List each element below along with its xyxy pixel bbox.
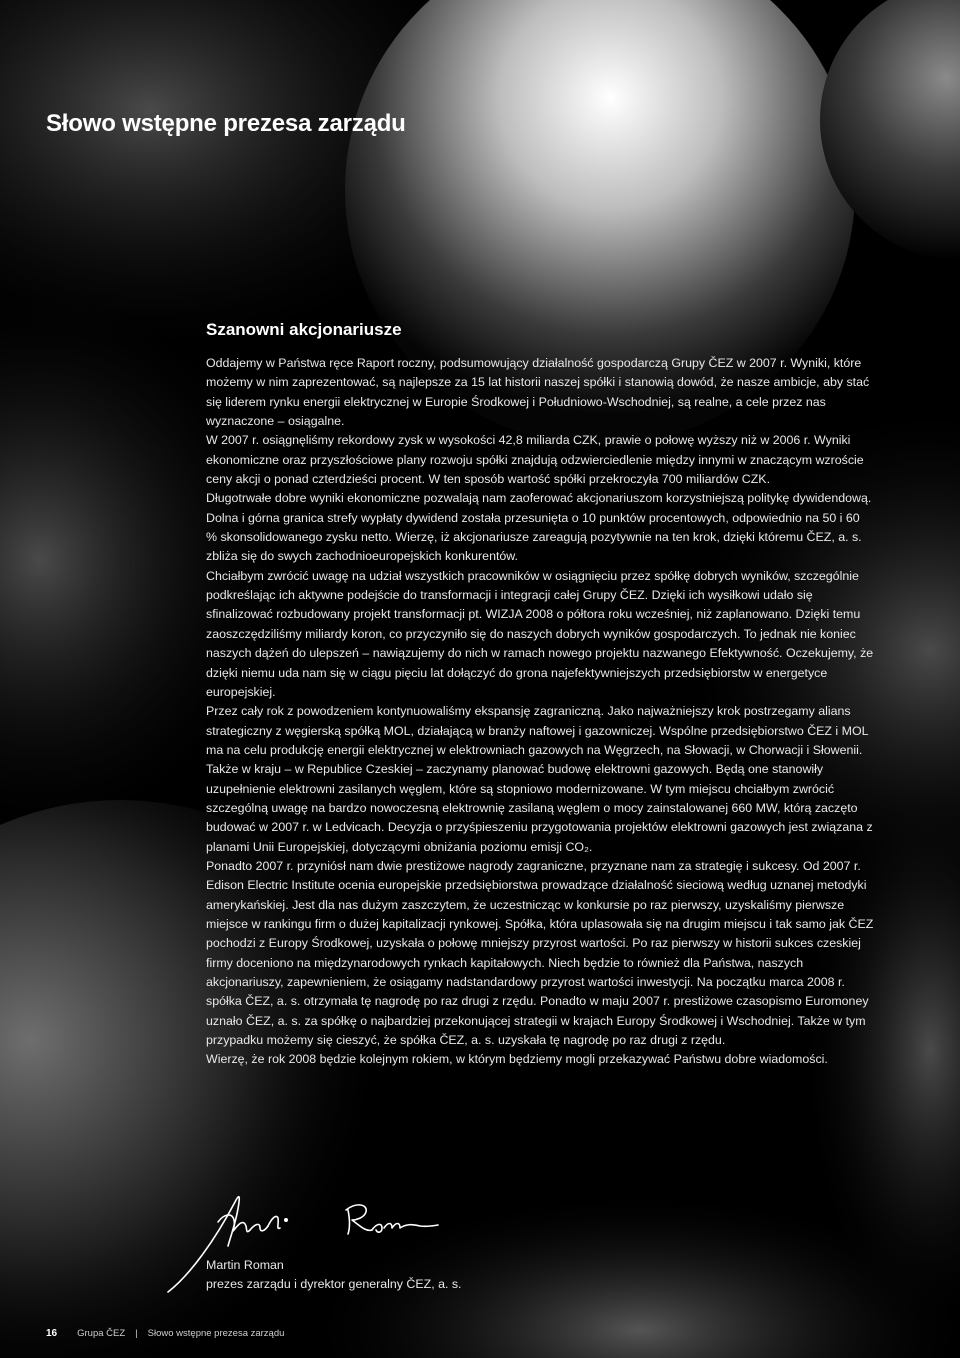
- paragraph: Przez cały rok z powodzeniem kontynuowaliśmy ekspansję zagraniczną. Jako najważniejszy krok postrzegamy alians strategiczny z węgierską spółką MOL, działającą w branży naftowej i gazowniczej. Wspólne przedsiębiorstwo ČEZ i MOL ma na celu produkcję energii elektrycznej w elektrowniach gazowych na Węgrzech, na Słowacji, w Chorwacji i Słowenii. Także w kraju – w Republice Czeskiej – zaczynamy planować budowę elektrowni gazowych. Będą one stanowiły uzupełnienie elektrowni zasilanych węglem, które są stopniowo modernizowane. W tym miejscu chciałbym zwrócić szczególną uwagę na bardzo nowoczesną elektrownię zasilaną węglem o mocy zainstalowanej 660 MW, którą zaczęto budować w 2007 r. w Ledvicach. Decyzja o przyśpieszeniu przygotowania projektów elektrowni gazowych jest związana z planami Unii Europejskiej, dotyczącymi obniżania poziomu emisji CO₂.: [206, 704, 873, 854]
- footer-company: Grupa ČEZ: [77, 1328, 126, 1339]
- page-footer: [46, 1328, 284, 1339]
- paragraph: Oddajemy w Państwa ręce Raport roczny, podsumowujący działalność gospodarczą Grupy ČEZ w 2007 r. Wyniki, które możemy w nim zaprezentować, są najlepsze za 15 lat historii naszej spółki i stanowią dowód, że nasze ambicje, aby stać się liderem rynku energii elektrycznej w Europie Środkowej i Południowo-Wschodniej, są realne, a cele przez nas wyznaczone – osiągalne.: [206, 356, 870, 429]
- footer-separator: |: [135, 1328, 138, 1339]
- footer-section: Słowo wstępne prezesa zarządu: [147, 1328, 285, 1339]
- letter-text: [206, 354, 874, 1070]
- paragraph: W 2007 r. osiągnęliśmy rekordowy zysk w wysokości 42,8 miliarda CZK, prawie o połowę wyższy niż w 2006 r. Wyniki ekonomiczne oraz przyszłościowe plany rozwoju spółki znajdują odzwierciedlenie między innymi w znaczącym wzroście ceny akcji o ponad czterdzieści procent. W ten sposób wartość spółki przekroczyła 700 miliardów CZK.: [206, 433, 864, 487]
- signer-block: [206, 1256, 462, 1294]
- paragraph: Ponadto 2007 r. przyniósł nam dwie prestiżowe nagrody zagraniczne, przyznane nam za strategię i sukcesy. Od 2007 r. Edison Electric Institute ocenia europejskie przedsiębiorstwa prowadzące działalność sieciową według uznanej metodyki amerykańskiej. Jest dla nas dużym zaszczytem, że uczestnicząc w konkursie po raz pierwszy, uzyskaliśmy pierwsze miejsce w rankingu firm o dużej kapitalizacji rynkowej. Spółka, która uplasowała się na drugim miejscu i tak samo jak ČEZ pochodzi z Europy Środkowej, uzyskała o połowę mniejszy przyrost wartości. Po raz pierwszy w historii sukces czeskiej firmy doceniono na międzynarodowych rynkach kapitałowych. Niech będzie to również dla Państwa, naszych akcjonariuszy, zapewnieniem, że osiągamy nadstandardowy przyrost wartości inwestycji. Na początku marca 2008 r. spółka ČEZ, a. s. otrzymała tę nagrodę po raz drugi z rzędu. Ponadto w maju 2007 r. prestiżowe czasopismo Euromoney uznało ČEZ, a. s. za spółkę o najbardziej przekonującej strategii w krajach Europy Środkowej i Wschodniej. Także w tym przypadku możemy się cieszyć, że spółka ČEZ, a. s. uzyskała tę nagrodę po raz drugi z rzędu.: [206, 858, 874, 1048]
- paragraph: Długotrwałe dobre wyniki ekonomiczne pozwalają nam zaoferować akcjonariuszom korzystniejszą politykę dywidendową. Dolna i górna granica strefy wypłaty dywidend została przesunięta o 10 punktów procentowych, odpowiednio na 50 i 60 % skonsolidowanego zysku netto. Wierzę, iż akcjonariusze zareagują pozytywnie na ten krok, dzięki któremu ČEZ, a. s. zbliża się do swych zachodnioeuropejskich konkurentów.: [206, 491, 872, 564]
- page-title: Słowo wstępne prezesa zarządu: [46, 110, 406, 137]
- salutation: Szanowni akcjonariusze: [206, 320, 402, 339]
- signer-name: Martin Roman: [206, 1258, 284, 1272]
- paragraph: Chciałbym zwrócić uwagę na udział wszystkich pracowników w osiągnięciu przez spółkę dobrych wyników, szczególnie podkreślając ich aktywne podejście do transformacji i integracji całej Grupy ČEZ. Dzięki ich wysiłkowi udało się sfinalizować rozbudowany projekt transformacji pt. WIZJA 2008 o półtora roku wcześniej, niż zaplanowano. Dzięki temu zaoszczędziliśmy miliardy koron, co przyczyniło się do naszych dobrych wyników gospodarczych. To jednak nie koniec naszych dążeń do ulepszeń – nawiązujemy do nich w ramach nowego projektu nazwanego Efektywność. Oczekujemy, że dzięki niemu uda nam się w ciągu pięciu lat dołączyć do grona najefektywniejszych przedsiębiorstw w energetyce europejskiej.: [206, 568, 874, 699]
- letter-body: [206, 320, 874, 1070]
- paragraph: Wierzę, że rok 2008 będzie kolejnym rokiem, w którym będziemy mogli przekazywać Państwu dobre wiadomości.: [206, 1052, 828, 1067]
- page-number: 16: [46, 1328, 58, 1339]
- signer-position: prezes zarządu i dyrektor generalny ČEZ, a. s.: [206, 1277, 462, 1291]
